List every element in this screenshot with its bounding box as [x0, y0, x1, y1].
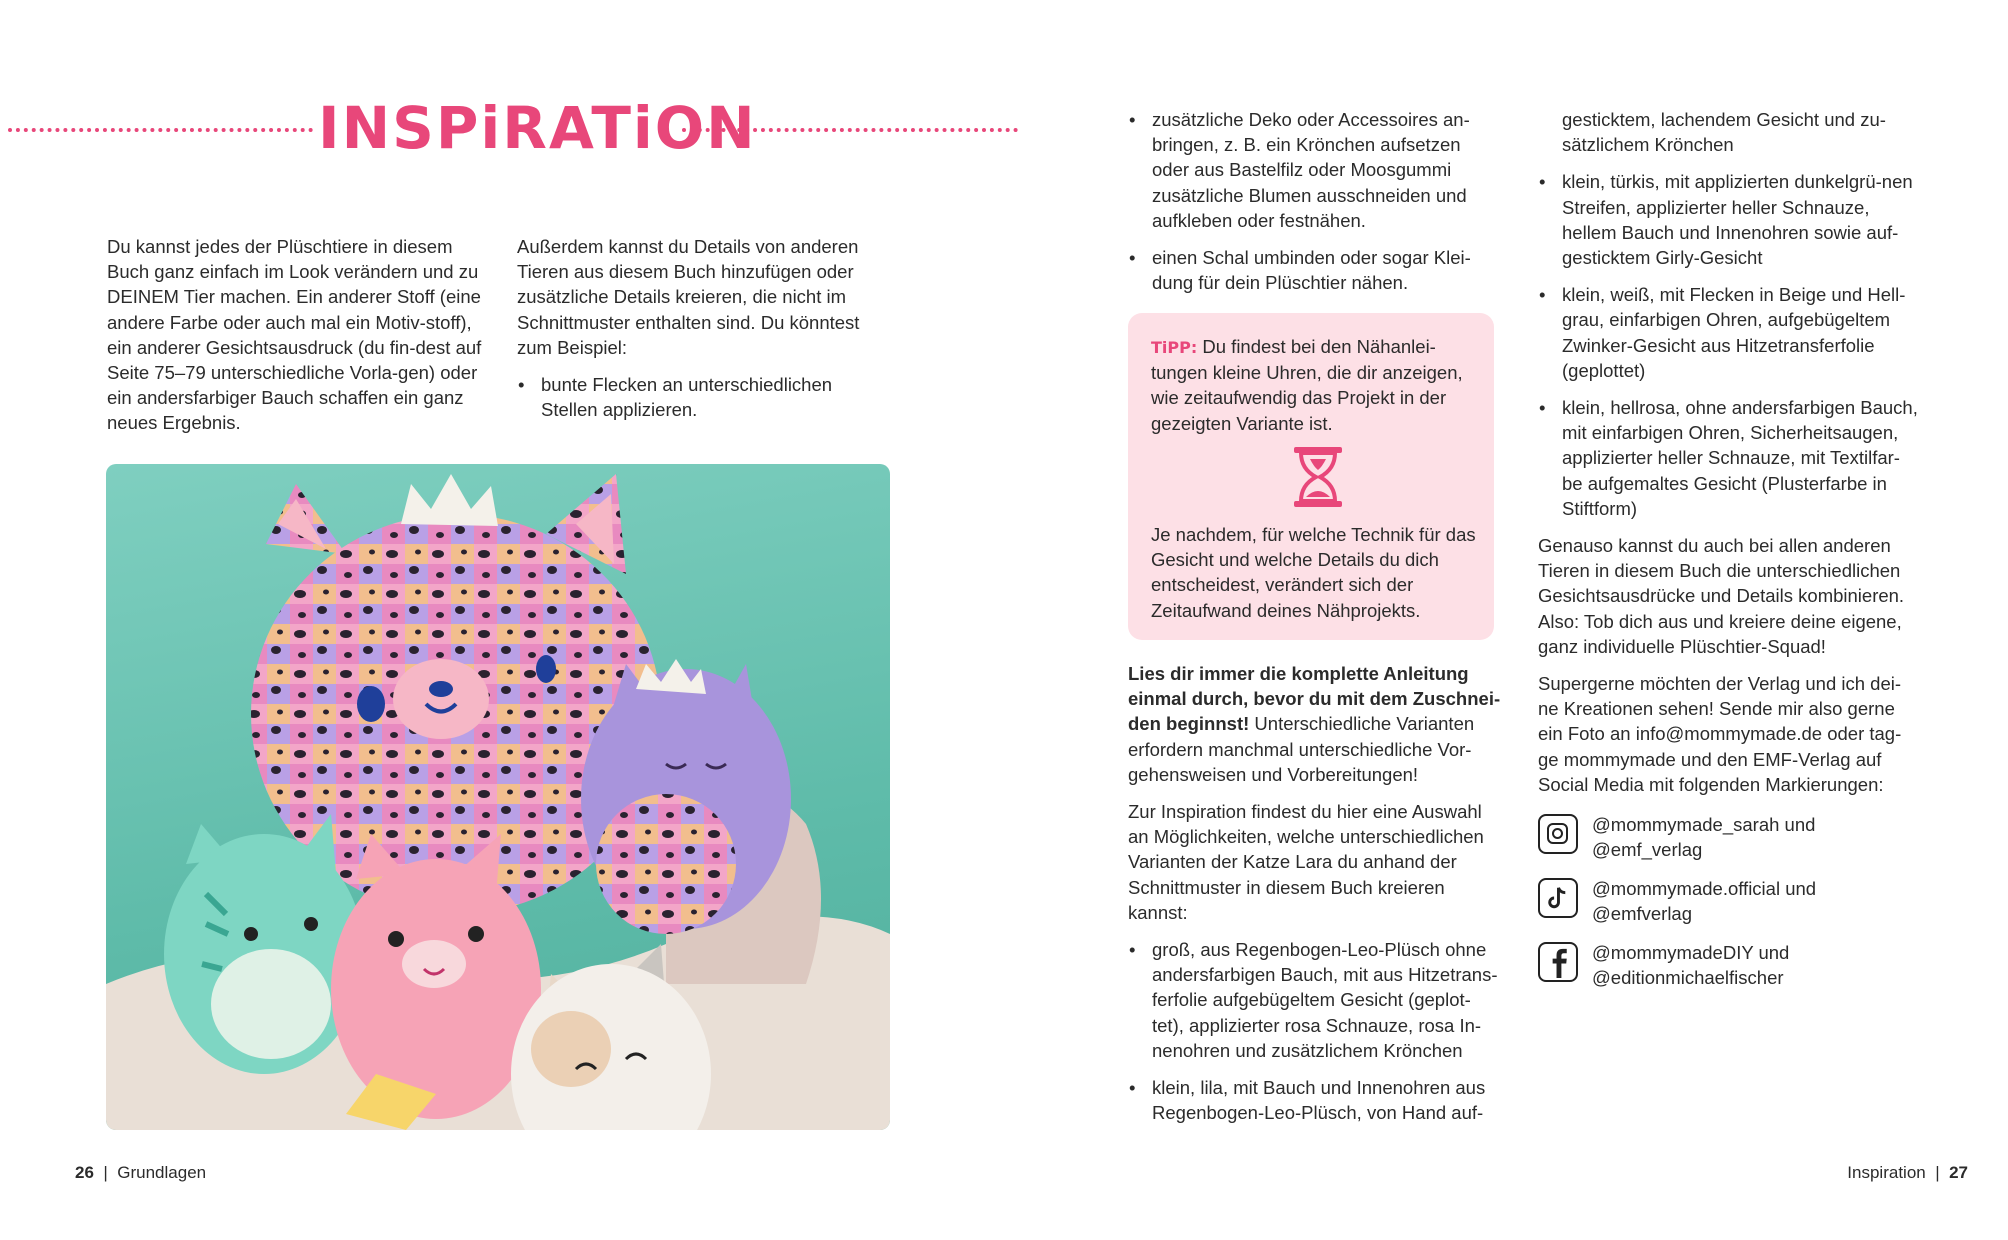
variants-column: [1128, 661, 1504, 1137]
tip-box: [1128, 313, 1494, 640]
right-column: [1538, 107, 1920, 797]
footer-section-left: Grundlagen: [117, 1163, 207, 1182]
plush-cats-photo: [106, 464, 890, 1130]
title-dots-left: [8, 128, 313, 132]
page-number-right: 27: [1949, 1163, 1968, 1182]
tip-label: TiPP:: [1151, 338, 1198, 357]
tip-text: [1151, 334, 1476, 436]
plush-illustration: [106, 464, 890, 1130]
inspiration-paragraph: Zur Inspiration findest du hier eine Auswahl an Möglichkeiten, welche unterschiedlichen Varianten der Katze Lara du anhand der Schnittmuster in diesem Buch kreieren kannst:: [1128, 801, 1484, 923]
list-item: • klein, türkis, mit applizierten dunkelgrü-nen Streifen, applizierter heller Schnauze, hellem Bauch und Innenohren sowie auf-gesticktem Girly-Gesicht: [1538, 169, 1920, 270]
footer-section-right: Inspiration: [1847, 1163, 1926, 1182]
accessories-list: [1128, 107, 1494, 295]
footer-left: [75, 1163, 206, 1183]
tiktok-icon: [1538, 878, 1578, 918]
social-tiktok-text: [1592, 876, 1852, 926]
instagram-icon: [1538, 814, 1578, 854]
title-dots-right: [682, 128, 1018, 132]
list-item: • einen Schal umbinden oder sogar Klei-dung für dein Plüschtier nähen.: [1128, 245, 1494, 295]
accessories-column: [1128, 107, 1494, 307]
read-instructions-rest: Unterschiedliche Varianten erfordern manchmal unterschiedliche Vor-gehensweisen und Vorbereitungen!: [1128, 713, 1475, 785]
details-list: [517, 372, 887, 422]
list-item: • bunte Flecken an unterschiedlichen Stellen applizieren.: [517, 372, 887, 422]
hourglass-icon: [1292, 445, 1344, 509]
details-column: [517, 234, 887, 434]
tiktok-handle-1[interactable]: @mommymade.official und: [1592, 878, 1817, 899]
share-paragraph: Supergerne möchten der Verlag und ich dei-ne Kreationen sehen! Sende mir also gerne ein Foto an info@mommymade.de oder tag-ge mommymade und den EMF-Verlag auf Social Media mit folgenden Markierungen:: [1538, 673, 1902, 795]
list-item: • zusätzliche Deko oder Accessoires an-bringen, z. B. ein Krönchen aufsetzen oder aus Bastelfilz oder Moosgummi zusätzliche Blumen ausschneiden und aufkleben oder festnähen.: [1128, 107, 1494, 233]
list-item: • klein, weiß, mit Flecken in Beige und Hell-grau, einfarbigen Ohren, aufgebügeltem Zwinker-Gesicht aus Hitzetransferfolie (geplottet): [1538, 282, 1920, 383]
read-instructions-bold: Lies dir immer die komplette Anleitung einmal durch, bevor du mit dem Zuschnei-den beginnst!: [1128, 663, 1501, 735]
list-item: • groß, aus Regenbogen-Leo-Plüsch ohne andersfarbigen Bauch, mit aus Hitzetrans-ferfolie aufgebügeltem Gesicht (geplot-tet), applizierter rosa Schnauze, rosa In-nenohren und zusätzlichem Krönchen: [1128, 937, 1498, 1063]
variants-list: [1128, 937, 1498, 1125]
variant-continued: gesticktem, lachendem Gesicht und zu-sätzlichem Krönchen: [1562, 109, 1886, 156]
list-item: • klein, lila, mit Bauch und Innenohren aus Regenbogen-Leo-Plüsch, von Hand auf-: [1128, 1075, 1498, 1125]
read-instructions-paragraph: [1128, 661, 1504, 787]
footer-separator-left: |: [98, 1163, 113, 1182]
variants-list-continued: [1538, 169, 1920, 521]
facebook-handle-2[interactable]: @editionmichaelfischer: [1592, 967, 1784, 989]
footer-right: [1847, 1163, 1968, 1183]
tiktok-handle-2[interactable]: @emfverlag: [1592, 903, 1693, 925]
facebook-icon: [1538, 942, 1578, 982]
facebook-handle-1[interactable]: @mommymadeDIY und: [1592, 942, 1790, 963]
instagram-handle-1[interactable]: @mommymade_sarah und: [1592, 814, 1816, 835]
footer-separator-right: |: [1930, 1163, 1945, 1182]
intro-paragraph: Du kannst jedes der Plüschtiere in diesem Buch ganz einfach im Look verändern und zu DEINEM Tier machen. Ein anderer Stoff (eine andere Farbe oder auch mal ein Motiv-stoff), ein anderer Gesichtsausdruck (du fin-dest auf Seite 75–79 unterschiedliche Vorla-gen) oder ein andersfarbiger Bauch schaffen ein ganz neues Ergebnis.: [107, 236, 482, 434]
social-facebook-text: [1592, 940, 1852, 990]
details-paragraph: Außerdem kannst du Details von anderen Tieren aus diesem Buch hinzufügen oder zusätzliche Details kreieren, die nicht im Schnittmuster enthalten sind. Du könntest zum Beispiel:: [517, 236, 860, 358]
tip-text-1: Du findest bei den Nähanlei-tungen kleine Uhren, die dir anzeigen, wie zeitaufwendig das Projekt in der gezeigten Variante ist.: [1151, 336, 1463, 434]
tip-text-2: Je nachdem, für welche Technik für das Gesicht und welche Details du dich entscheidest, verändert sich der Zeitaufwand deines Nähprojekts.: [1151, 524, 1476, 621]
list-item: • klein, hellrosa, ohne andersfarbigen Bauch, mit einfarbigen Ohren, Sicherheitsaugen, applizierter heller Schnauze, mit Textilfar-be aufgemaltes Gesicht (Plusterfarbe in Stiftform): [1538, 395, 1920, 521]
page-title: INSPiRATiON: [318, 94, 757, 162]
page-number-left: 26: [75, 1163, 94, 1182]
combine-paragraph: Genauso kannst du auch bei allen anderen Tieren in diesem Buch die unterschiedlichen Gesichtsausdrücke und Details kombinieren. Also: Tob dich aus und kreiere deine eigene, ganz individuelle Plüschtier-Squad!: [1538, 535, 1905, 657]
social-instagram-text: [1592, 812, 1852, 862]
instagram-handle-2[interactable]: @emf_verlag: [1592, 839, 1703, 861]
